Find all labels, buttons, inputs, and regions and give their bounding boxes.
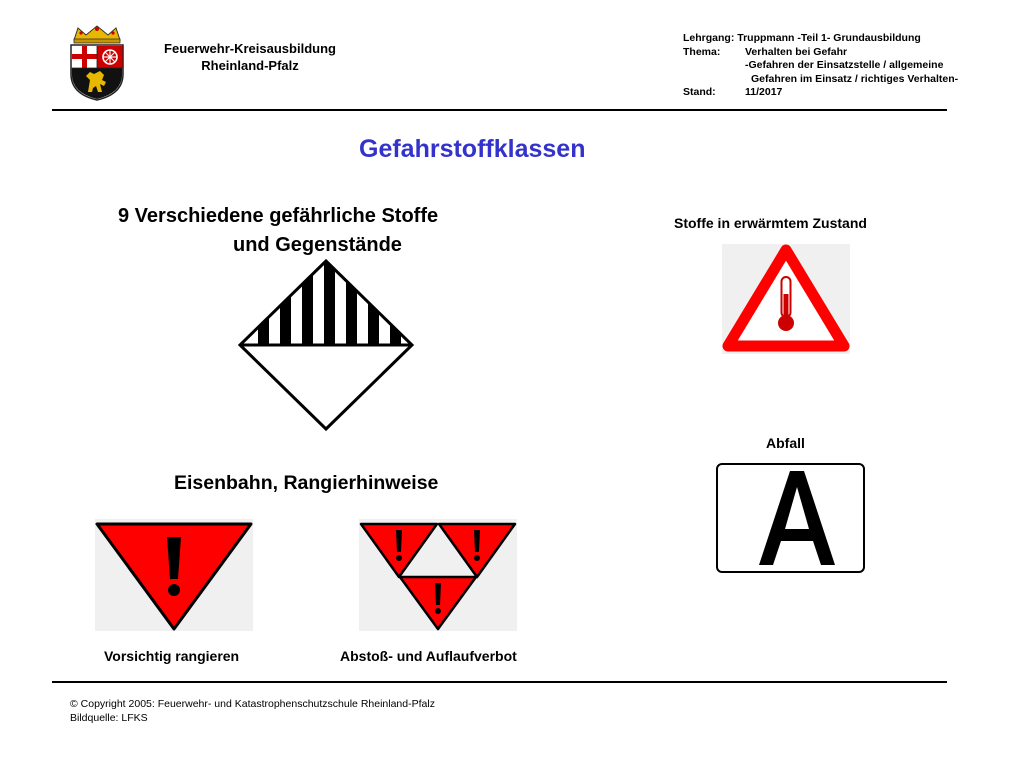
heated-substance-caption: Stoffe in erwärmtem Zustand <box>674 215 867 231</box>
stand-label: Stand: <box>683 86 716 98</box>
rail-caption-shunt: Vorsichtig rangieren <box>104 648 240 664</box>
coat-of-arms-icon <box>66 24 128 107</box>
waste-caption: Abfall <box>766 435 805 451</box>
course-info <box>683 32 1003 100</box>
organization-line-2: Rheinland-Pfalz <box>201 58 299 73</box>
thema-value: Verhalten bei Gefahr <box>745 45 848 58</box>
stand-value: 11/2017 <box>745 86 783 98</box>
class-9-heading <box>118 202 508 260</box>
organization-line-1: Feuerwehr-Kreisausbildung <box>164 41 336 56</box>
class-9-heading-line-2: und Gegenstände <box>233 234 402 256</box>
lehrgang-line: Lehrgang: Truppmann -Teil 1- Grundausbildung <box>683 32 921 44</box>
page-title: Gefahrstoffklassen <box>359 135 586 163</box>
footer <box>70 697 435 725</box>
rail-caption-no-humping: Abstoß- und Auflaufverbot <box>340 648 517 664</box>
waste-sign-icon <box>716 463 865 573</box>
image-source: Bildquelle: LFKS <box>70 712 148 724</box>
footer-divider <box>52 681 947 683</box>
rail-heading: Eisenbahn, Rangierhinweise <box>174 472 439 494</box>
class9-diamond-icon <box>236 258 416 438</box>
organization-name <box>140 40 360 74</box>
hot-substance-warning-icon <box>722 244 850 359</box>
thema-line-3: Gefahren im Einsatz / richtiges Verhalten- <box>751 72 959 85</box>
shunt-carefully-sign <box>95 519 253 636</box>
class-9-heading-line-1: 9 Verschiedene gefährliche Stoffe <box>118 205 439 227</box>
thema-line-2: -Gefahren der Einsatzstelle / allgemeine <box>745 59 944 71</box>
no-humping-sign <box>359 519 517 636</box>
copyright-text: © Copyright 2005: Feuerwehr- und Katastrophenschutzschule Rheinland-Pfalz <box>70 698 435 710</box>
header-divider <box>52 109 947 111</box>
thema-label: Thema: <box>683 45 721 58</box>
